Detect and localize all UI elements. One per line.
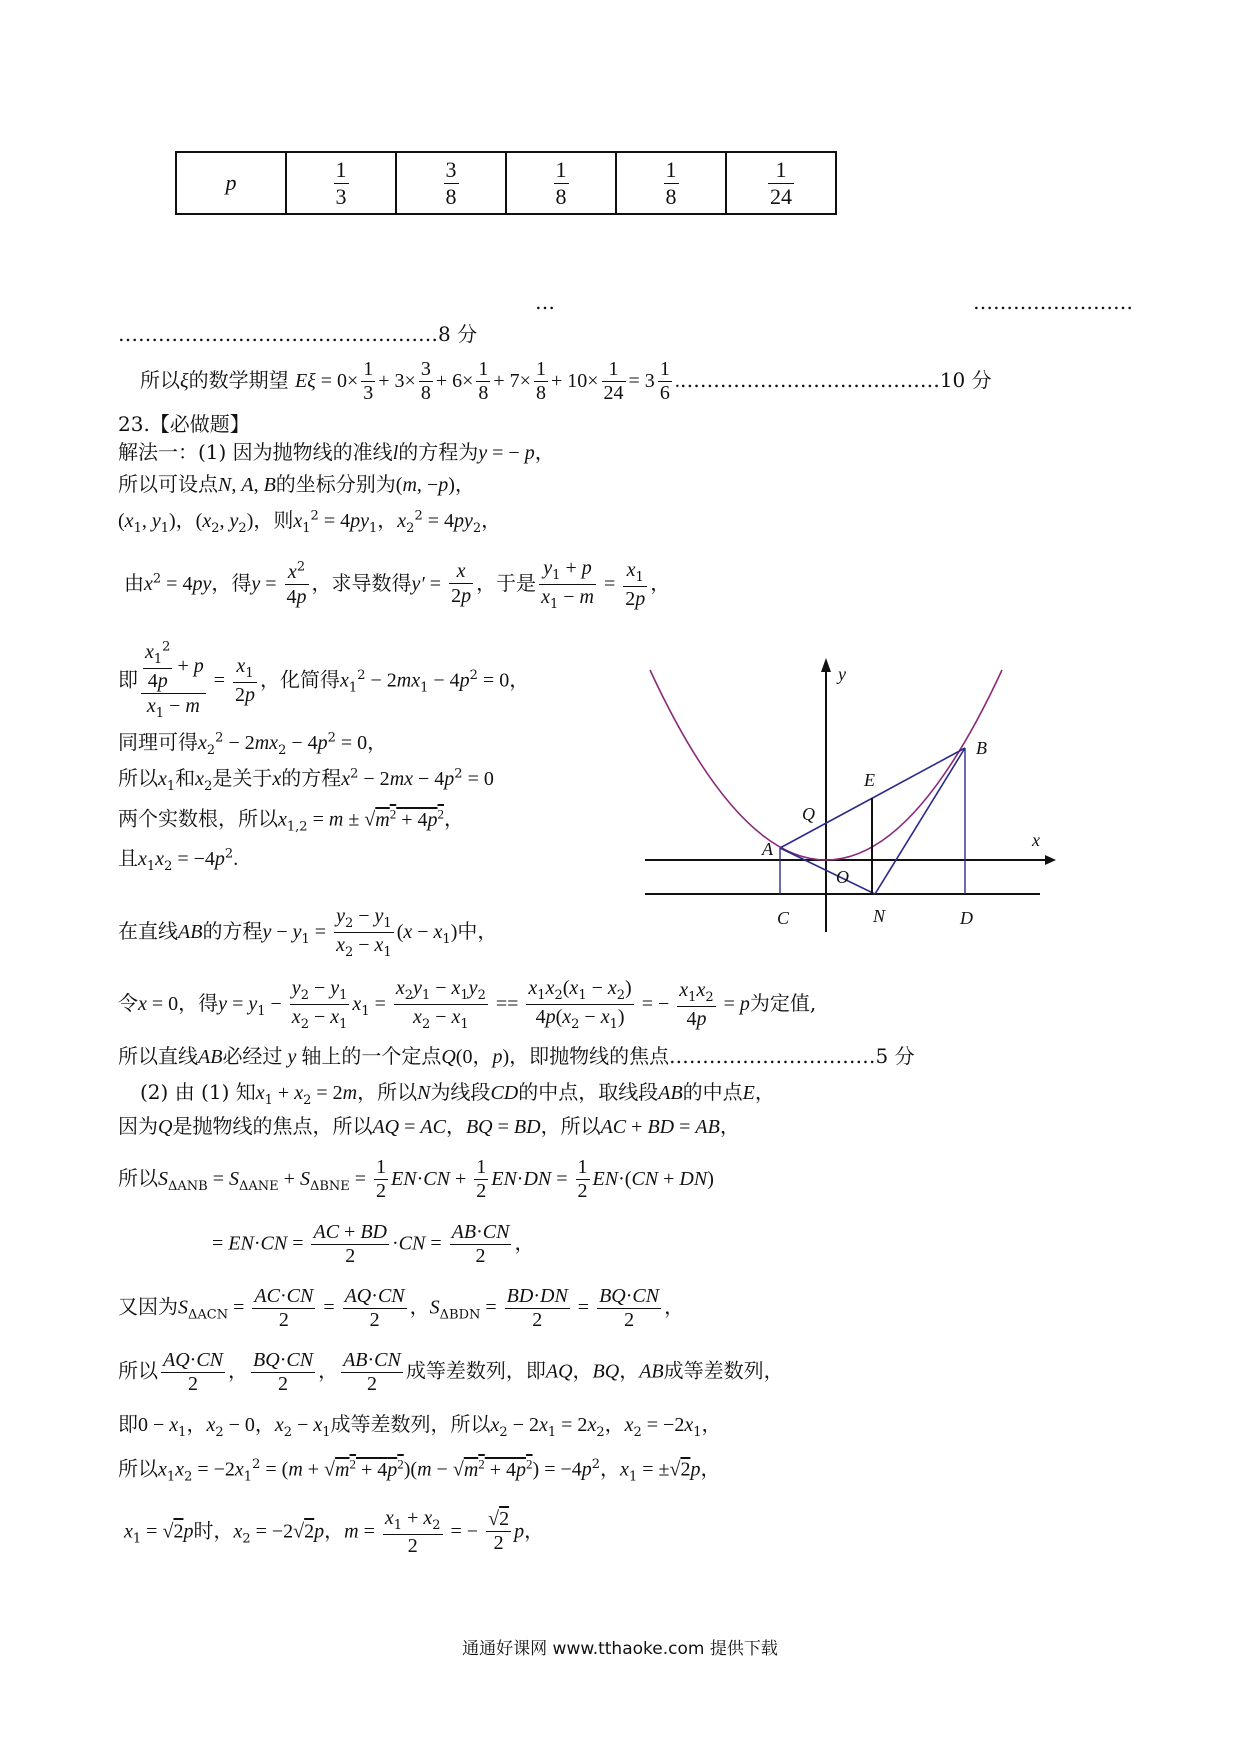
solution-line-14: 因为Q是抛物线的焦点，所以AQ = AC，BQ = BD，所以AC + BD = AB， bbox=[118, 1114, 740, 1138]
solution-line-21: $x_1 = √2p$时，$x_2 = -2√2p$，m = $\frac{x_1 + x_2}{2}$ = − $\frac{√2}{2}$ p， bbox=[124, 1507, 545, 1557]
solution-line-10: 在直线AB的方程$y - y_1$ = $\frac{y_2 - y_1}{x_2 - x_1}$ $(x - x_1)$中， bbox=[118, 905, 498, 960]
probability-table bbox=[175, 151, 837, 215]
solution-line-8: 两个实数根，所以$x_{1,2} = m \pm √m^2 + 4p^2$， bbox=[118, 806, 464, 835]
solution-line-19: 即$0 - x_1$，$x_2 - 0$，$x_2 - x_1$成等差数列，所以$x_2 - 2x_1 = 2x_2$，$x_2 = -2x_1$， bbox=[118, 1412, 722, 1440]
solution-line-15: 所以$S_{\Delta ANB} = S_{\Delta ANE} + S_{\Delta BNE}$ = $\frac{1}{2}$ EN·CN + $\frac{1}{2}$ EN·DN = $\frac{1}{2}$ EN·(CN + DN) bbox=[118, 1156, 714, 1202]
score-line-8: …………………………………………8 分 bbox=[118, 322, 478, 346]
solution-line-5: 即 $\frac{x_1^2}{4p}$ + p $x_1 - m$ = $\frac{x_1}{2p}$ ，化简得$x_1^2 - 2mx_1 - 4p^2 = 0$， bbox=[118, 639, 530, 721]
label-b: B bbox=[976, 738, 987, 758]
table-cell: $\frac{1}{3}$ bbox=[286, 152, 396, 214]
parabola-figure bbox=[640, 650, 1060, 940]
table-cell: $\frac{1}{8}$ bbox=[616, 152, 726, 214]
label-o: O bbox=[836, 867, 849, 887]
solution-line-20: 所以$x_1x_2 = -2x_1^2 = (m + √m^2 + 4p^2)(m - √m^2 + 4p^2) = -4p^2$，$x_1 = \pm√2p$， bbox=[118, 1456, 721, 1485]
solution-line-2: 所以可设点N, A, B的坐标分别为(m, −p)， bbox=[118, 472, 475, 496]
page-footer: 通通好课网 www.tthaoke.com 提供下载 bbox=[462, 1639, 778, 1659]
label-c: C bbox=[777, 908, 790, 928]
section-heading: 23.【必做题】 bbox=[118, 412, 250, 436]
table-cell: $\frac{1}{8}$ bbox=[506, 152, 616, 214]
solution-line-11: 令x = 0，得$y = y_1$ − $\frac{y_2 - y_1}{x_2 - x_1}$ $x_1$ = $\frac{x_2y_1 - x_1y_2}{x_2 - x_1}$ == $\frac{x_1x_2(x_1 - x_2)}{4p(x_2 - x_1)}$ = − $\frac{x_1x_2}{4p}$ = p为定值, bbox=[118, 977, 817, 1032]
table-row-label: p bbox=[176, 152, 286, 214]
solution-line-1: 解法一：(1) 因为抛物线的准线l的方程为y = − p， bbox=[118, 440, 555, 464]
label-q: Q bbox=[802, 804, 815, 824]
solution-line-13: (2) 由 (1) 知$x_1 + x_2 = 2m$，所以N为线段CD的中点，取线段AB的中点E， bbox=[140, 1080, 775, 1108]
solution-line-3: ($x_1$, $y_1$)，($x_2$, $y_2$)，则$x_1^2 = 4py_1$，$x_2^2 = 4py_2$， bbox=[118, 508, 502, 536]
table-cell: $\frac{3}{8}$ bbox=[396, 152, 506, 214]
solution-line-4: 由$x^2 = 4py$，得y = $\frac{x^2}{4p}$ ，求导数得y′ = $\frac{x}{2p}$ ，于是 $\frac{y_1 + p}{x_1 - m}$ = $\frac{x_1}{2p}$ ， bbox=[124, 557, 671, 612]
solution-line-6: 同理可得$x_2^2 - 2mx_2 - 4p^2 = 0$， bbox=[118, 730, 388, 758]
label-y: y bbox=[838, 664, 846, 684]
y-axis-arrow bbox=[821, 658, 831, 672]
line-an bbox=[780, 848, 875, 894]
expectation-line: 所以ξ的数学期望 Eξ = 0× $\frac{1}{3}$ + 3× $\frac{3}{8}$ + 6× $\frac{1}{8}$ + 7× $\frac{1}{8}$ + 10× $\frac{1}{24}$ = 3 $\frac{1}{6}$ .…………………………………10 分 bbox=[140, 358, 992, 404]
label-e: E bbox=[864, 770, 875, 790]
line-bn bbox=[875, 748, 965, 894]
label-n: N bbox=[873, 906, 886, 926]
table-cell: $\frac{1}{24}$ bbox=[726, 152, 836, 214]
label-a: A bbox=[762, 839, 773, 859]
label-x: x bbox=[1032, 830, 1040, 850]
solution-line-9: 且$x_1x_2 = -4p^2$. bbox=[118, 846, 239, 874]
solution-line-12: 所以直线AB必经过 y 轴上的一个定点Q(0，p)，即抛物线的焦点.…………………………5 分 bbox=[118, 1044, 915, 1068]
dot-leader: … bbox=[535, 290, 555, 314]
x-axis-arrow bbox=[1045, 855, 1056, 865]
solution-line-16: = EN·CN = $\frac{AC + BD}{2}$ ·CN = $\frac{AB\cdot CN}{2}$ ， bbox=[212, 1221, 535, 1267]
label-d: D bbox=[960, 908, 973, 928]
solution-line-7: 所以$x_1$和$x_2$是关于x的方程$x^2 - 2mx - 4p^2 = 0$ bbox=[118, 766, 494, 794]
dot-leader: …………………… bbox=[973, 290, 1133, 314]
table-row bbox=[176, 152, 836, 214]
solution-line-18: 所以 $\frac{AQ\cdot CN}{2}$ ， $\frac{BQ\cdot CN}{2}$ ， $\frac{AB\cdot CN}{2}$ 成等差数列，即AQ，BQ，AB成等差数列， bbox=[118, 1349, 784, 1395]
solution-line-17: 又因为$S_{\Delta ACN}$ = $\frac{AC\cdot CN}{2}$ = $\frac{AQ\cdot CN}{2}$ ，$S_{\Delta BDN}$ = $\frac{BD\cdot DN}{2}$ = $\frac{BQ\cdot CN}{2}$ ， bbox=[118, 1285, 685, 1331]
